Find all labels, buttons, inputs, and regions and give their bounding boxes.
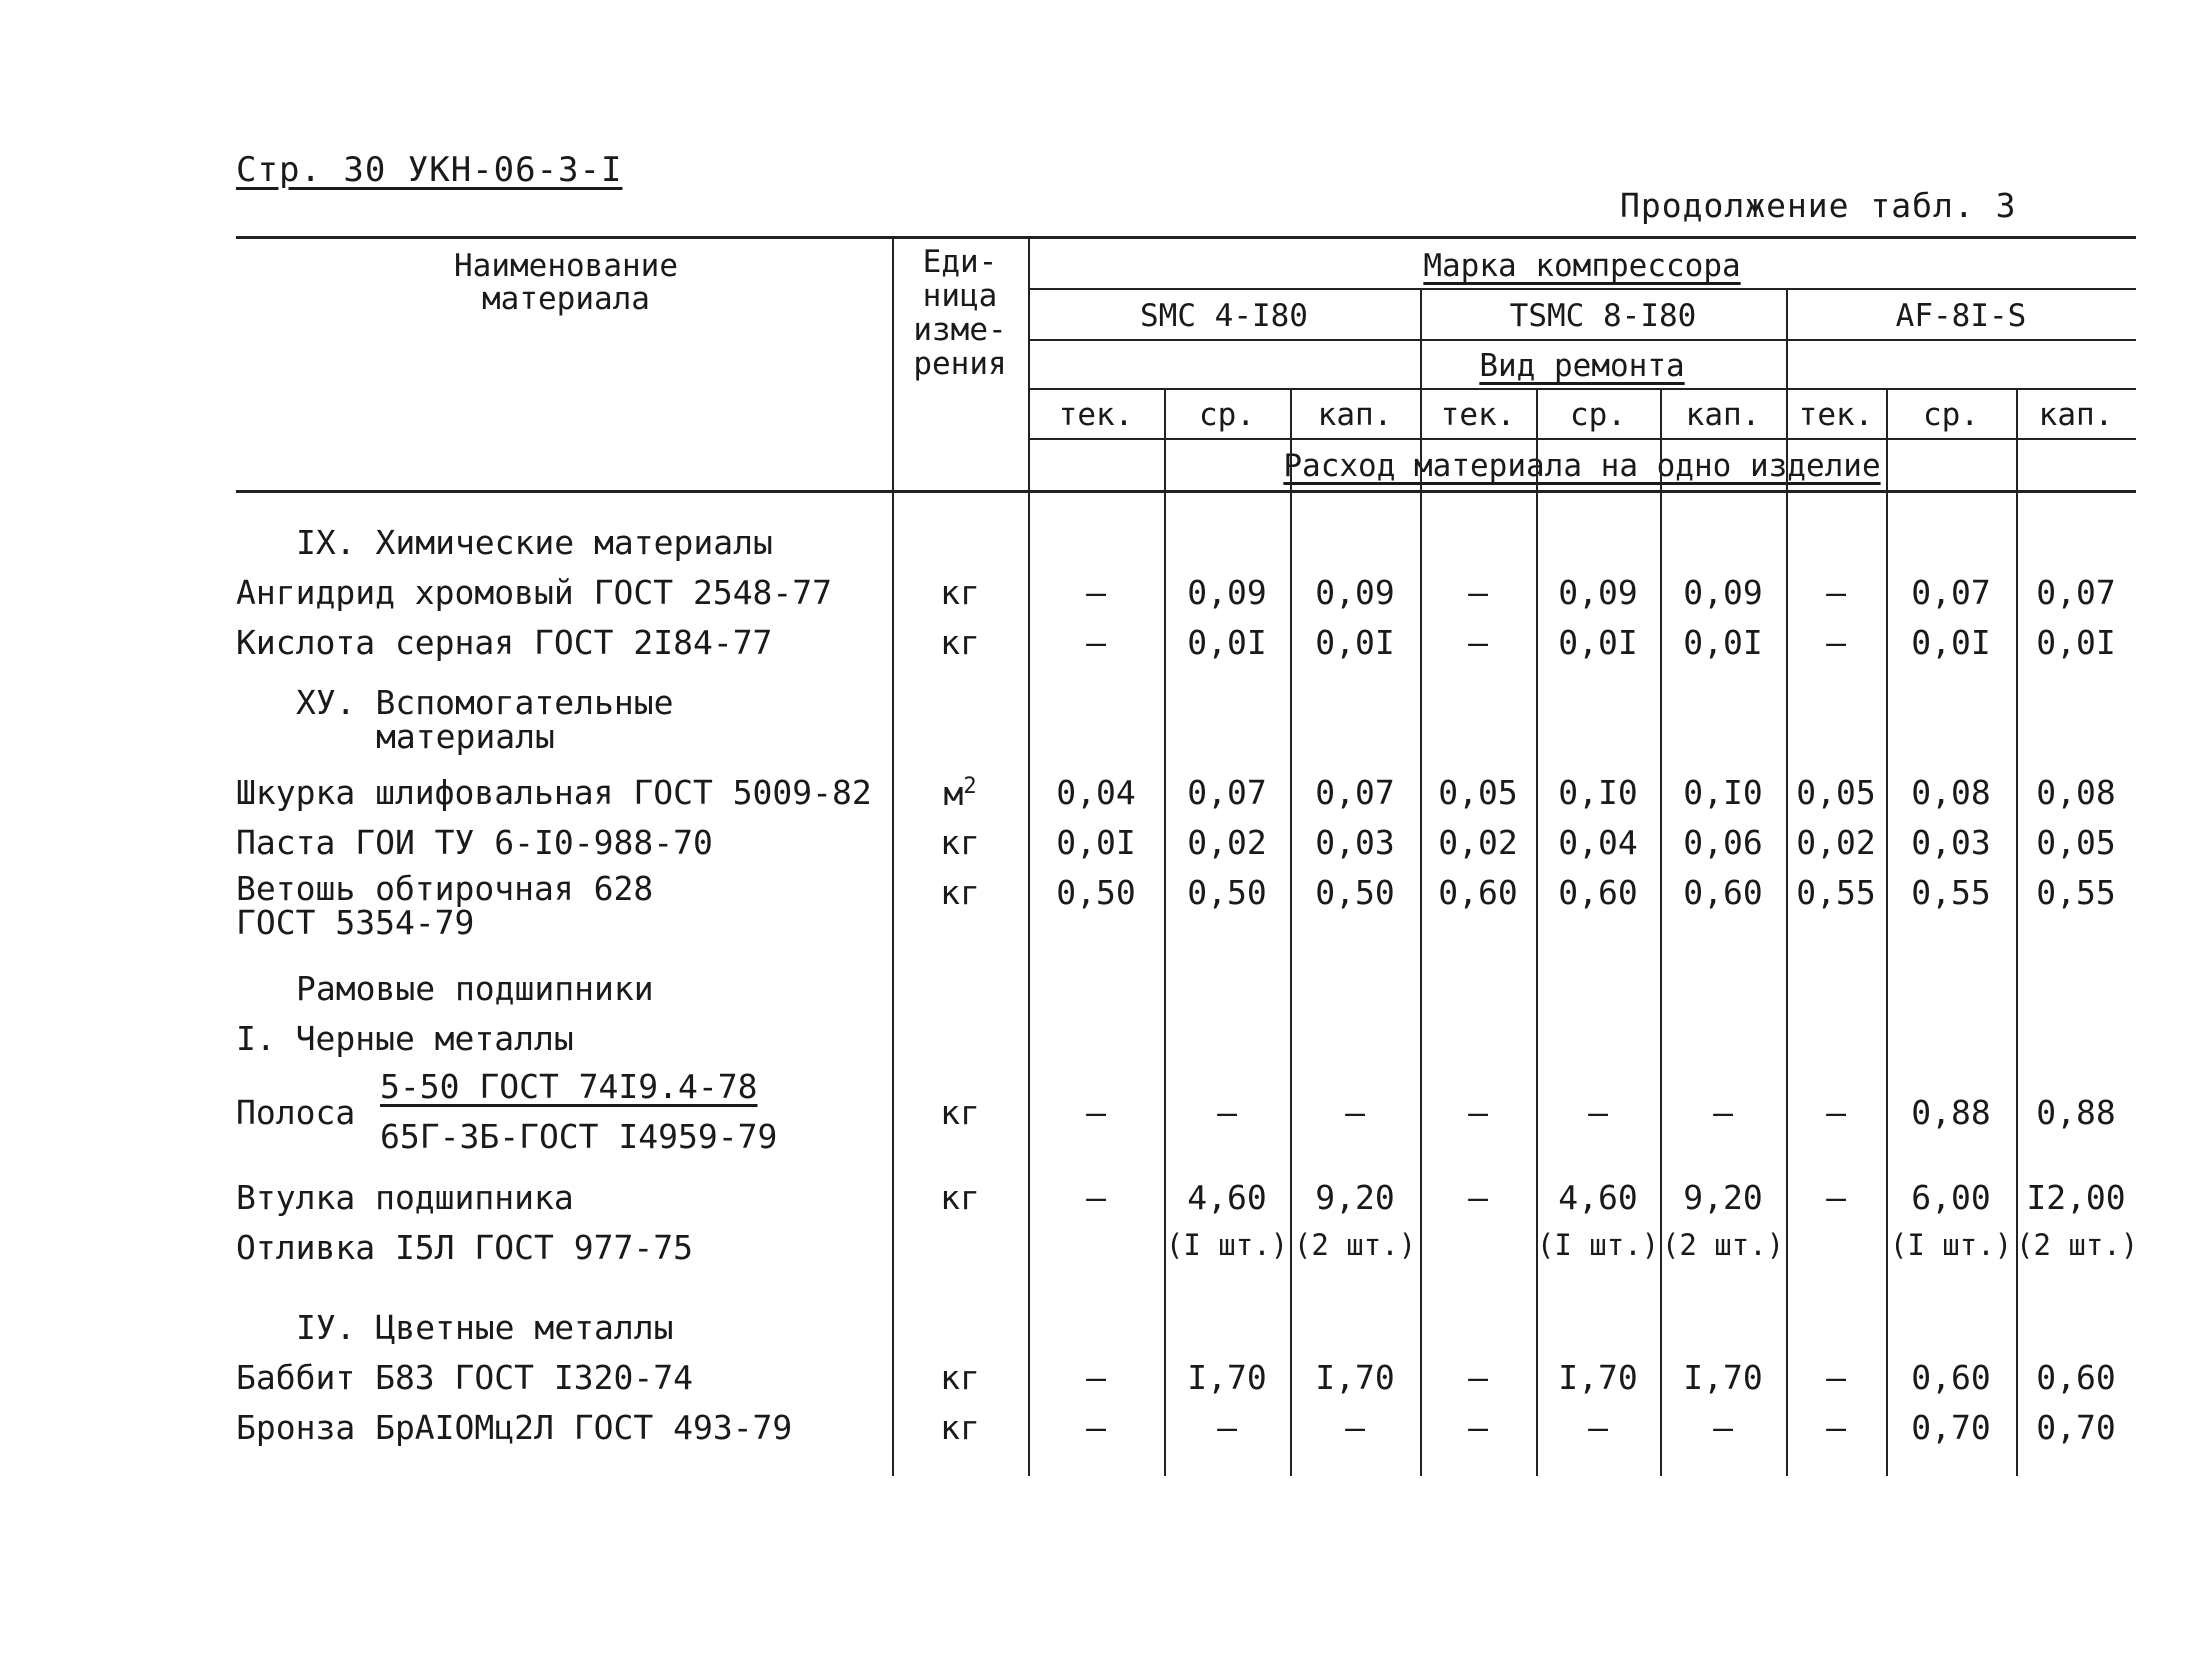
section-heading: IX. Химические материалы <box>296 523 773 562</box>
unit-cell: кг <box>940 573 980 612</box>
vline-col <box>1536 388 1538 1476</box>
section-heading: Рамовые подшипники <box>296 969 654 1008</box>
header-repair-type <box>1028 350 2136 383</box>
value-cell: (2 шт.) <box>1661 1228 1785 1262</box>
material-name: Отливка I5Л ГОСТ 977-75 <box>236 1228 693 1267</box>
vline-col <box>2016 388 2018 1476</box>
value-cell: – <box>1468 1408 1488 1447</box>
value-cell: I,70 <box>1187 1358 1267 1397</box>
value-cell: 0,50 <box>1187 873 1267 912</box>
unit-cell: $м^2$ <box>943 774 977 813</box>
value-cell: – <box>1217 1408 1237 1447</box>
unit-cell: кг <box>940 873 980 912</box>
value-cell: 0,04 <box>1558 823 1638 862</box>
value-cell: 0,60 <box>1438 873 1518 912</box>
value-cell: 0,70 <box>2036 1408 2116 1447</box>
value-cell: – <box>1217 1093 1237 1132</box>
value-cell: 0,60 <box>1911 1358 1991 1397</box>
value-cell: 0,03 <box>1911 823 1991 862</box>
value-cell: 0,08 <box>2036 773 2116 812</box>
value-cell: 0,03 <box>1315 823 1395 862</box>
value-cell: – <box>1468 1358 1488 1397</box>
material-name: Полоса <box>236 1093 356 1132</box>
value-cell: 0,05 <box>1796 773 1876 812</box>
value-cell: 0,0I <box>1056 823 1136 862</box>
header-unit-4: рения <box>913 346 1007 382</box>
value-cell: – <box>1468 1178 1488 1217</box>
value-cell: – <box>1826 623 1846 662</box>
value-cell: I,70 <box>1558 1358 1638 1397</box>
value-cell: 0,09 <box>1683 573 1763 612</box>
value-cell: – <box>1588 1093 1608 1132</box>
vline-col <box>1164 388 1166 1476</box>
value-cell: – <box>1826 1358 1846 1397</box>
unit-cell: кг <box>940 1178 980 1217</box>
value-cell: – <box>1086 1093 1106 1132</box>
value-cell: – <box>1826 1408 1846 1447</box>
vline-col <box>1660 388 1662 1476</box>
unit-cell: кг <box>940 1408 980 1447</box>
value-cell: 0,60 <box>1683 873 1763 912</box>
value-cell: 0,0I <box>1683 623 1763 662</box>
section-heading-cont: материалы <box>376 717 555 756</box>
value-cell: – <box>1086 1358 1106 1397</box>
header-consumption <box>1028 450 2136 483</box>
value-cell: 0,I0 <box>1558 773 1638 812</box>
rule-models <box>1028 339 2136 341</box>
value-cell: – <box>1086 1178 1106 1217</box>
consumption-text: Расход материала на одно изделие <box>1283 448 1881 484</box>
value-cell: I,70 <box>1683 1358 1763 1397</box>
value-cell: 0,09 <box>1558 573 1638 612</box>
value-cell: 0,0I <box>1187 623 1267 662</box>
value-cell: 0,88 <box>1911 1093 1991 1132</box>
header-repair-col: ср. <box>1199 397 1255 433</box>
vline-col <box>1886 388 1888 1476</box>
material-name: Баббит Б83 ГОСТ I320-74 <box>236 1358 693 1397</box>
header-repair-col: кап. <box>1317 397 1393 433</box>
value-cell: (2 шт.) <box>1293 1228 1417 1262</box>
material-name: Паста ГОИ ТУ 6-I0-988-70 <box>236 823 713 862</box>
header-repair-col: тек. <box>1058 397 1134 433</box>
value-cell: 0,02 <box>1187 823 1267 862</box>
value-cell: 0,60 <box>1558 873 1638 912</box>
value-cell: 0,07 <box>2036 573 2116 612</box>
section-heading: I. Черные металлы <box>236 1019 574 1058</box>
header-unit-1: Еди- <box>922 244 998 280</box>
value-cell: 0,05 <box>1438 773 1518 812</box>
value-cell: – <box>1086 1408 1106 1447</box>
value-cell: – <box>1468 573 1488 612</box>
value-cell: – <box>1826 1178 1846 1217</box>
unit-cell: кг <box>940 1093 980 1132</box>
value-cell: – <box>1468 1093 1488 1132</box>
value-cell: 6,00 <box>1911 1178 1991 1217</box>
material-name: Ветошь обтирочная 628 <box>236 869 654 908</box>
value-cell: I2,00 <box>2026 1178 2126 1217</box>
top-rule <box>236 236 2136 239</box>
value-cell: 0,07 <box>1187 773 1267 812</box>
compressor-brand-text: Марка компрессора <box>1423 248 1741 284</box>
value-cell: 0,09 <box>1187 573 1267 612</box>
value-cell: – <box>1713 1093 1733 1132</box>
vline-col <box>1786 388 1788 1476</box>
value-cell: 0,55 <box>1911 873 1991 912</box>
value-cell: (I шт.) <box>1536 1228 1660 1262</box>
value-cell: 0,0I <box>2036 623 2116 662</box>
value-cell: – <box>1588 1408 1608 1447</box>
header-model-1: SMC 4-I80 <box>1140 298 1308 334</box>
section-heading: ХУ. Вспомогательные <box>296 683 674 722</box>
value-cell: 0,04 <box>1056 773 1136 812</box>
value-cell: – <box>1345 1408 1365 1447</box>
material-name-cont: ГОСТ 5354-79 <box>236 903 475 942</box>
value-cell: 0,55 <box>2036 873 2116 912</box>
value-cell: 0,08 <box>1911 773 1991 812</box>
value-cell: – <box>1086 623 1106 662</box>
unit-superscript: 2 <box>963 774 977 799</box>
value-cell: 0,0I <box>1558 623 1638 662</box>
header-model-3: AF-8I-S <box>1895 298 2027 334</box>
material-name: Бронза БрАIОМц2Л ГОСТ 493-79 <box>236 1408 793 1447</box>
value-cell: – <box>1468 623 1488 662</box>
value-cell: 0,50 <box>1315 873 1395 912</box>
value-cell: 0,50 <box>1056 873 1136 912</box>
value-cell: 0,06 <box>1683 823 1763 862</box>
material-name: Ангидрид хромовый ГОСТ 2548-77 <box>236 573 833 612</box>
value-cell: 0,I0 <box>1683 773 1763 812</box>
value-cell: 0,0I <box>1911 623 1991 662</box>
value-cell: 0,70 <box>1911 1408 1991 1447</box>
header-compressor-brand <box>1028 250 2136 283</box>
header-bottom-rule <box>236 490 2136 493</box>
value-cell: 4,60 <box>1558 1178 1638 1217</box>
value-cell: 9,20 <box>1683 1178 1763 1217</box>
header-unit-2: ница <box>922 278 998 314</box>
value-cell: 0,02 <box>1796 823 1876 862</box>
material-name: Кислота серная ГОСТ 2I84-77 <box>236 623 773 662</box>
section-heading: IУ. Цветные металлы <box>296 1308 674 1347</box>
value-cell: 0,07 <box>1315 773 1395 812</box>
value-cell: 0,0I <box>1315 623 1395 662</box>
unit-cell: кг <box>940 1358 980 1397</box>
header-model-2: TSMC 8-I80 <box>1509 298 1697 334</box>
fraction-denominator: 65Г-3Б-ГОСТ I4959-79 <box>380 1117 778 1156</box>
header-unit-3: изме- <box>913 312 1007 348</box>
repair-type-text: Вид ремонта <box>1479 348 1685 384</box>
header-repair-col: ср. <box>1923 397 1979 433</box>
value-cell: – <box>1826 573 1846 612</box>
value-cell: (I шт.) <box>1889 1228 2013 1262</box>
value-cell: 0,55 <box>1796 873 1876 912</box>
value-cell: – <box>1713 1408 1733 1447</box>
value-cell: 0,09 <box>1315 573 1395 612</box>
vline-col <box>1290 388 1292 1476</box>
value-cell: (I шт.) <box>1165 1228 1289 1262</box>
material-name: Шкурка шлифовальная ГОСТ 5009-82 <box>236 773 872 812</box>
header-repair-col: ср. <box>1570 397 1626 433</box>
unit-cell: кг <box>940 823 980 862</box>
value-cell: – <box>1826 1093 1846 1132</box>
header-repair-col: кап. <box>1685 397 1761 433</box>
vline-col <box>1420 388 1422 1476</box>
value-cell: 4,60 <box>1187 1178 1267 1217</box>
header-repair-col: тек. <box>1798 397 1874 433</box>
header-repair-col: кап. <box>2038 397 2114 433</box>
value-cell: (2 шт.) <box>2016 1228 2139 1262</box>
value-cell: 0,60 <box>2036 1358 2116 1397</box>
value-cell: 0,88 <box>2036 1093 2116 1132</box>
value-cell: 0,02 <box>1438 823 1518 862</box>
rule-brand <box>1028 288 2136 290</box>
rule-cols <box>1028 438 2136 440</box>
header-repair-col: тек. <box>1440 397 1516 433</box>
material-name: Втулка подшипника <box>236 1178 574 1217</box>
value-cell: 0,07 <box>1911 573 1991 612</box>
value-cell: – <box>1345 1093 1365 1132</box>
page-ref: Стр. 30 УКН-06-3-I <box>236 150 623 190</box>
unit-cell: кг <box>940 623 980 662</box>
fraction-numerator: 5-50 ГОСТ 74I9.4-78 <box>380 1067 758 1106</box>
value-cell: 0,05 <box>2036 823 2116 862</box>
value-cell: I,70 <box>1315 1358 1395 1397</box>
value-cell: – <box>1086 573 1106 612</box>
value-cell: 9,20 <box>1315 1178 1395 1217</box>
header-material-name: Наименование материала <box>454 248 678 317</box>
rule-repair <box>1028 388 2136 390</box>
continuation-label: Продолжение табл. 3 <box>1620 186 2017 225</box>
